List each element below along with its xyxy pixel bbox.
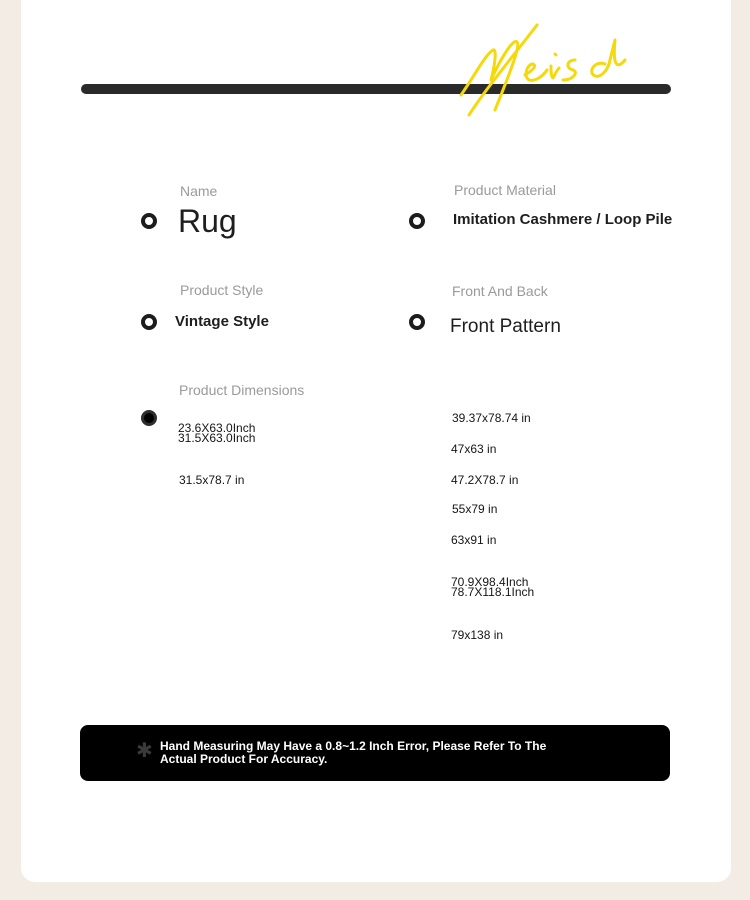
material-value: Imitation Cashmere / Loop Pile: [453, 211, 673, 228]
front-back-value: Front Pattern: [450, 316, 561, 337]
style-value: Vintage Style: [175, 313, 269, 330]
size-option: 47x63 in: [451, 442, 497, 456]
size-option: 47.2X78.7 in: [451, 473, 519, 487]
size-option: 55x79 in: [452, 502, 498, 516]
material-label: Product Material: [454, 182, 556, 198]
size-option: 39.37x78.74 in: [452, 411, 531, 425]
size-option: 31.5x78.7 in: [179, 473, 245, 487]
material-bullet-icon: [409, 213, 425, 229]
style-label: Product Style: [180, 282, 264, 298]
size-option: 70.9X98.4Inch: [451, 575, 529, 589]
front-back-label: Front And Back: [452, 283, 548, 299]
meisd-logo: [455, 20, 630, 120]
measurement-note: [80, 725, 670, 781]
size-option: 79x138 in: [451, 628, 504, 642]
name-label: Name: [180, 183, 218, 199]
size-option: 63x91 in: [451, 533, 497, 547]
size-option: 23.6X63.0Inch: [178, 421, 256, 435]
measurement-note-text: Hand Measuring May Have a 0.8~1.2 Inch Error, Please Refer To The Actual Product For Accuracy.: [160, 739, 547, 766]
name-bullet-icon: [141, 213, 157, 229]
dimensions-label: Product Dimensions: [179, 382, 305, 398]
name-value: Rug: [178, 203, 237, 239]
size-option: 78.7X118.1Inch: [451, 585, 535, 599]
dimensions-bullet-icon: [141, 410, 157, 426]
front-back-bullet-icon: [409, 314, 425, 330]
style-bullet-icon: [141, 314, 157, 330]
size-option: 31.5X63.0Inch: [178, 431, 256, 445]
asterisk-icon: ✱: [136, 740, 153, 762]
